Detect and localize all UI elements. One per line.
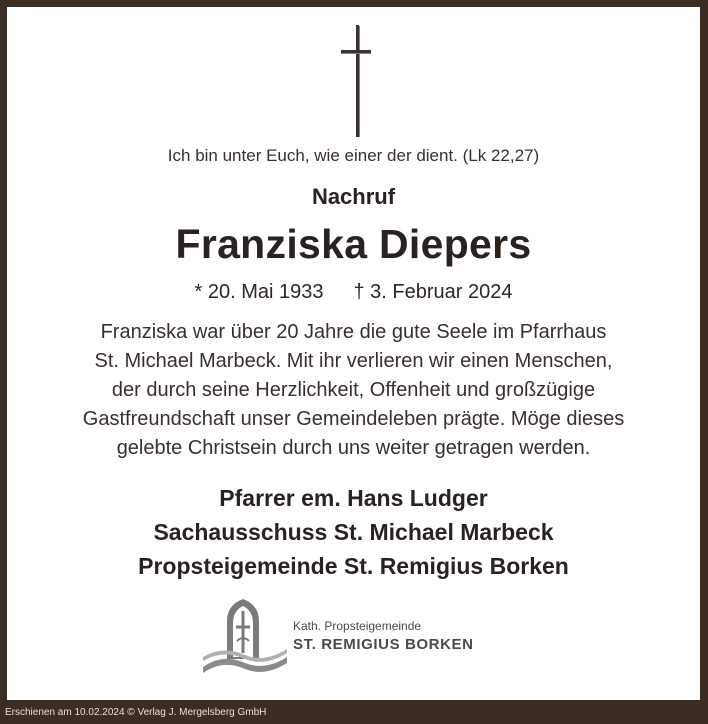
obituary-heading: Nachruf xyxy=(311,184,396,209)
signatories xyxy=(7,481,700,583)
text-line: St. Michael Marbeck. Mit ihr verlieren wir einen Menschen, xyxy=(94,350,613,372)
text-line: Franziska war über 20 Jahre die gute Seele im Pfarrhaus xyxy=(100,321,607,343)
life-dates xyxy=(7,281,700,304)
signatory: Pfarrer em. Hans Ludger xyxy=(219,485,488,511)
birth-date: * 20. Mai 1933 xyxy=(194,281,324,303)
deceased-name: Franziska Diepers xyxy=(175,221,532,267)
text-line: gelebte Christsein durch uns weiter getragen werden. xyxy=(116,437,591,459)
signatory: Propsteigemeinde St. Remigius Borken xyxy=(138,553,569,579)
obituary-text xyxy=(7,318,700,463)
text-line: Gastfreundschaft unser Gemeindeleben prägte. Möge dieses xyxy=(82,408,625,430)
obituary-card xyxy=(7,7,700,700)
church-shield-logo-icon xyxy=(199,597,291,677)
death-date: † 3. Februar 2024 xyxy=(353,281,513,303)
cross-icon xyxy=(337,25,377,137)
logo-subtitle: Kath. Propsteigemeinde xyxy=(293,619,422,633)
bible-verse: Ich bin unter Euch, wie einer der dient. (Lk 22,27) xyxy=(167,146,540,165)
logo-title: ST. REMIGIUS BORKEN xyxy=(293,636,474,653)
signatory: Sachausschuss St. Michael Marbeck xyxy=(153,519,554,545)
logo-text xyxy=(293,619,474,653)
parish-logo xyxy=(199,597,509,677)
text-line: der durch seine Herzlichkeit, Offenheit und großzügige xyxy=(111,379,596,401)
publication-footer: Erschienen am 10.02.2024 © Verlag J. Mergelsberg GmbH xyxy=(5,707,267,718)
